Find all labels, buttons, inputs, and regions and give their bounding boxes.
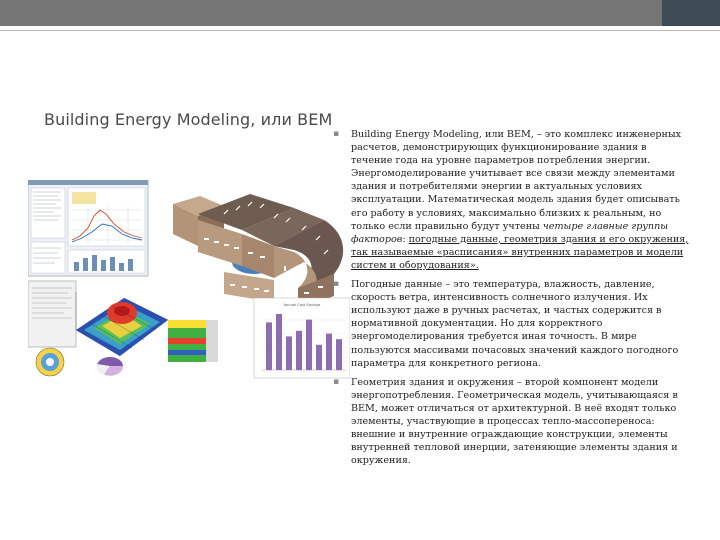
top-bar — [0, 0, 720, 26]
bullet-italic-text: четыре главные группы факторов — [351, 220, 669, 245]
bullet-marker: ▪ — [333, 279, 340, 290]
bullet-item-definition — [333, 128, 689, 272]
software-panel-screenshot — [28, 281, 76, 376]
bem-illustration — [28, 180, 350, 385]
surface-plot — [76, 292, 168, 356]
bullet-text: Building Energy Modeling, или BEM, – это комплекс инженерных расчетов, демонстрирующих функционирование здания в течение года на уровне параметров потребления энергии. Энергомоделирование учитывает все связи между элементами здания и потребителями энергии в актуальных условиях эксплуатации. Математическая модель здания будет описывать его работу в условиях, максимально близких к реальным, но только если правильно будут учтены — [351, 129, 682, 232]
simulation-panel — [168, 320, 218, 362]
chart-bar — [326, 334, 332, 370]
bullet-list — [333, 128, 689, 473]
bullet-underlined-text: погодные данные, геометрия здания и его окружения, так называемые «расписания» внутренних параметров и модели систем и оборудования». — [351, 233, 689, 271]
slide-title: Building Energy Modeling, или BEM — [44, 110, 333, 129]
chart-bar — [276, 314, 282, 370]
bullet-item-weather — [333, 278, 689, 370]
top-bar-gray — [0, 0, 662, 26]
chart-caption: Annual Cost Savings — [283, 303, 321, 307]
bullet-text: Геометрия здания и окружения – второй компонент модели энергопотребления. Геометрическая модель, учитывающаяся в BEM, может отличаться от архитектурной. В неё входят только элементы, участвующие в процессах тепло-массопереноса: внешние и внутренние ограждающие конструкции, элементы внутренней тепловой инерции, затеняющие элементы здания и окружения. — [351, 376, 678, 467]
top-bar-accent — [662, 0, 720, 26]
pie-chart — [97, 357, 124, 376]
chart-bar — [306, 320, 312, 370]
bullet-marker: ▪ — [333, 376, 340, 387]
bullet-item-geometry — [333, 376, 689, 468]
chart-bar — [286, 336, 292, 370]
chart-bar — [266, 322, 272, 370]
software-window-screenshot — [28, 180, 148, 276]
building-3d-model — [173, 194, 343, 310]
bullet-text: Погодные данные – это температура, влажность, давление, скорость ветра, интенсивность солнечного излучения. Их используют даже в ручных расчетах, и частых содержится в нормативной документации. Но для корректного энергомоделирования требуется иная точность. В мире пользуются массивами почасовых значений каждого погодного параметра для конкретного региона. — [351, 279, 679, 369]
chart-bar — [296, 331, 302, 370]
top-divider — [0, 30, 720, 31]
chart-bar — [316, 345, 322, 370]
bullet-marker: ▪ — [333, 129, 340, 139]
bullet-text-separator: : — [402, 233, 409, 245]
